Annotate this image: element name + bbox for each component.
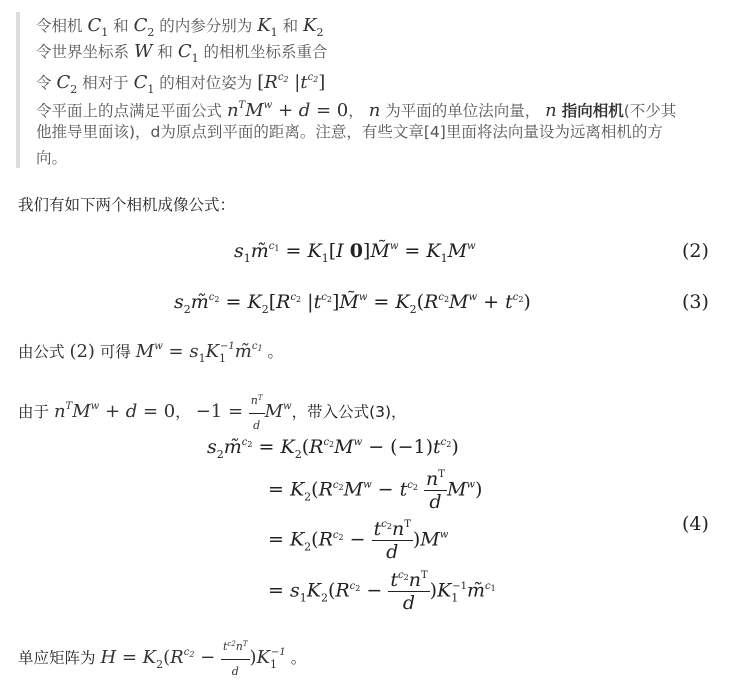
quote-line-relative-pose: 令 $C_2$ 相对于 $C_1$ 的相对位姿为 [$R^{c_2}$ $|t^{c_2}$] (36, 72, 326, 96)
equation-4-line-3: = $K_2(R^{c_2}$ − $\frac{t^{c_2}n^T}{d}$ )$M^w$ (268, 518, 449, 563)
equation-4-line-2: = $K_2(R^{c_2}M^w - t^{c_2}$ $\frac{n^T}{d}$ $M^w$) (268, 468, 483, 513)
quote-line-world-frame: 令世界坐标系 W 和 $C_1$ 的相机坐标系重合 (36, 41, 328, 65)
quote-line-end: 向。 (36, 149, 68, 167)
quote-line-plane: 令平面上的点满足平面公式 $n^TM^w + d = 0$， n 为平面的单位法向量， n 指向相机(不少其 (36, 100, 677, 121)
homography-paragraph: 单应矩阵为 $H = K_2(R^{c_2}$ − $\frac{t^{c2}n^T}{d}$ )$K_1^{-1}$ 。 (18, 632, 306, 684)
from-eq2-paragraph: 由公式 (2) 可得 $M^w$ = $s_1K_1^{-1}m̃^{c_1}$ 。 (18, 341, 284, 365)
equation-number-3: (3) (682, 291, 709, 313)
equation-4-line-4: = $s_1K_2(R^{c_2}$ − $\frac{t^{c_2}n^T}{d}$ )$K_1^{-1}m̃^{c_1}$ (268, 569, 496, 614)
bold-toward-camera: 指向相机 (561, 102, 624, 120)
quote-line-distance-note: 他推导里面该)，d为原点到平面的距离。注意，有些文章[4]里面将法向量设为远离相机的方 (36, 123, 663, 141)
equation-number-4: (4) (682, 513, 709, 535)
equation-3: $s_2m̃^{c_2} = K_2[R^{c_2}$ $|t^{c_2}]M̃^w = K_2(R^{c_2}M^w + t^{c_2})$ (174, 291, 531, 316)
equation-2: $s_1m̃^{c_1} = K_1[I$ 0]M̃$^w$ = $K_1M^w$ (234, 240, 476, 265)
since-paragraph: 由于 $n^TM^w + d = 0$， −1 = $\frac{n^T}{d}$ $M^w$，带入公式(3)， (18, 386, 407, 438)
quote-line-intrinsics: 令相机 $C_1$ 和 $C_2$ 的内参分别为 $K_1$ 和 $K_2$ (36, 15, 324, 39)
equation-number-2: (2) (682, 240, 709, 262)
intro-paragraph: 我们有如下两个相机成像公式： (18, 196, 236, 214)
equation-4-line-1: $s_2m̃^{c_2} = K_2(R^{c_2}M^w - (-1)t^{c_2})$ (207, 436, 459, 461)
